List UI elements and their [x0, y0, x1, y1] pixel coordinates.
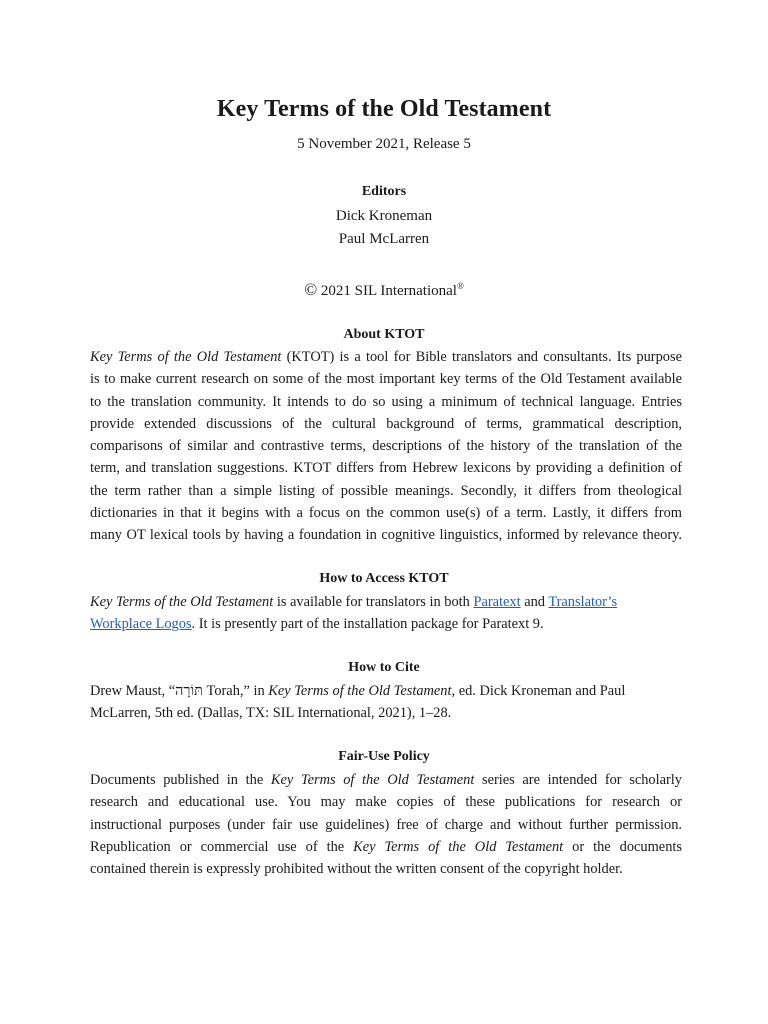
paragraph-line: Republication or commercial use of the Key Terms of the Old Testament or the documents	[90, 838, 682, 855]
copyright-symbol: ©	[304, 280, 318, 299]
paragraph-line: Key Terms of the Old Testament (KTOT) is a tool for Bible translators and consultants. Its purpose	[90, 349, 682, 365]
paragraph-line: many OT lexical tools by having a foundation in cognitive linguistics, informed by relevance theory.	[90, 527, 682, 544]
citation-paragraph	[90, 680, 682, 725]
registered-mark: ®	[456, 281, 464, 291]
paragraph-line: the term rather than a simple listing of possible meanings. Secondly, it differs from theological	[90, 482, 682, 499]
paragraph-line: Key Terms of the Old Testament is available for translators in both Paratext and Translator’s	[90, 594, 618, 610]
hebrew-term: תּוֹרָה	[175, 683, 203, 699]
paragraph-line: Drew Maust, “תּוֹרָה Torah,” in Key Terms of the Old Testament, ed. Dick Kroneman and Paul	[90, 683, 626, 699]
translators-workplace-link-continued[interactable]: Workplace Logos	[90, 616, 192, 633]
paratext-link[interactable]: Paratext	[473, 594, 521, 610]
paragraph-line: research and educational use. You may make copies of these publications for research or	[90, 794, 682, 811]
paragraph-line: to the translation community. It intends to do so using a minimum of technical language. Entries	[90, 393, 682, 410]
work-title: Key Terms of the Old Testament	[268, 683, 452, 699]
copyright-text: 2021 SIL International	[317, 283, 457, 299]
access-heading: How to Access KTOT	[319, 571, 449, 586]
paragraph-line: comparisons of similar and contrastive terms, descriptions of the history of the translation of the	[90, 438, 682, 455]
work-title: Key Terms of the Old Testament	[90, 349, 282, 365]
editor-name: Paul McLarren	[338, 231, 430, 247]
fair-use-heading: Fair-Use Policy	[338, 749, 430, 764]
paragraph-line: McLarren, 5th ed. (Dallas, TX: SIL International, 2021), 1–28.	[90, 705, 452, 722]
about-heading: About KTOT	[343, 327, 425, 342]
editor-name: Dick Kroneman	[335, 208, 433, 224]
cite-heading: How to Cite	[348, 660, 420, 675]
paragraph-line: contained therein is expressly prohibited without the written consent of the copyright holder.	[90, 861, 623, 878]
paragraph-line: term, and translation suggestions. KTOT differs from Hebrew lexicons by providing a definition of	[90, 460, 682, 477]
paragraph-line: instructional purposes (under fair use guidelines) free of charge and without further permission.	[90, 816, 682, 833]
work-title: Key Terms of the Old Testament	[353, 838, 564, 855]
paragraph-line: Workplace Logos. It is presently part of the installation package for Paratext 9.	[90, 616, 544, 633]
editors-heading: Editors	[361, 184, 407, 199]
release-date: 5 November 2021, Release 5	[297, 136, 471, 152]
paragraph-line: Documents published in the Key Terms of the Old Testament series are intended for scholarly	[90, 772, 682, 788]
paragraph-line: is to make current research on some of the most important key terms of the Old Testament available	[90, 371, 682, 388]
translators-workplace-link[interactable]: Translator’s	[548, 594, 618, 610]
document-title: Key Terms of the Old Testament	[216, 96, 552, 122]
about-paragraph	[90, 346, 682, 547]
work-title: Key Terms of the Old Testament	[90, 594, 274, 610]
fair-use-paragraph	[90, 769, 682, 880]
work-title: Key Terms of the Old Testament	[270, 772, 475, 788]
paragraph-line: dictionaries in that it begins with a focus on the common use(s) of a term. Lastly, it differs from	[90, 505, 682, 522]
copyright-line	[0, 280, 768, 300]
access-paragraph	[90, 591, 682, 636]
paragraph-line: provide extended discussions of the cultural background of terms, grammatical description,	[90, 415, 682, 432]
